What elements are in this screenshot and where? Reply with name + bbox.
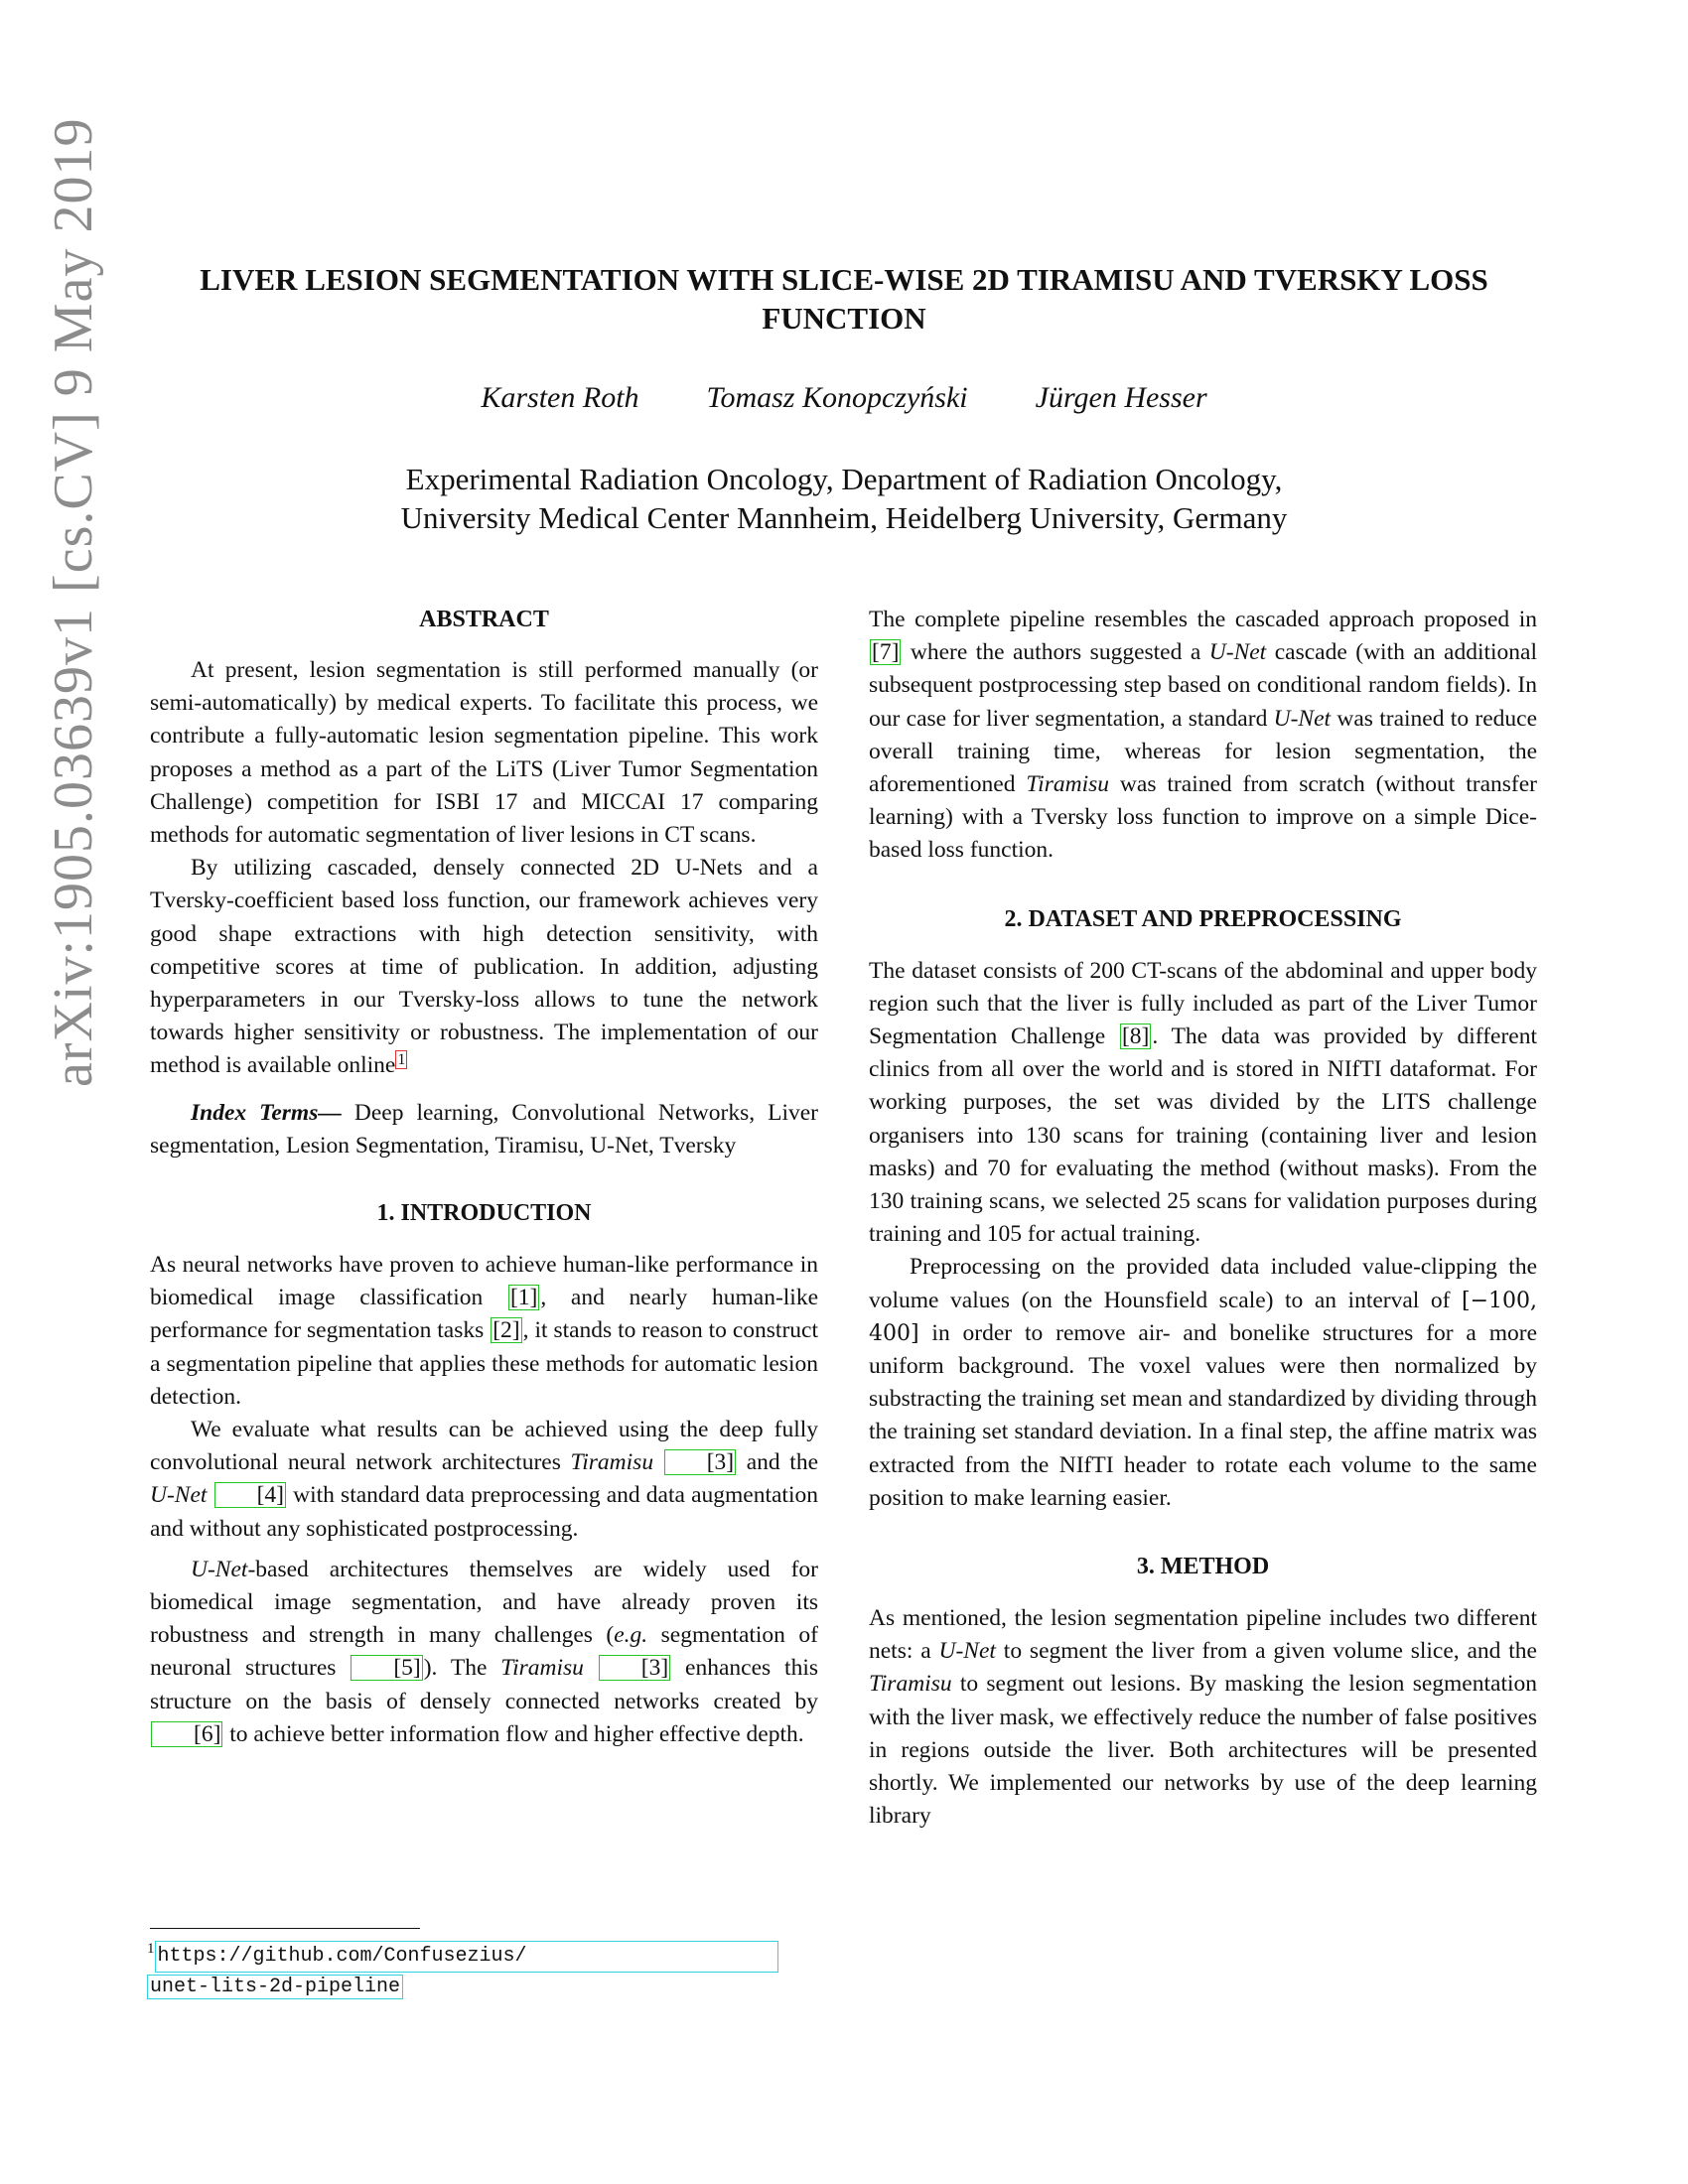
arxiv-identifier-stamp: arXiv:1905.03639v1 [cs.CV] 9 May 2019 — [43, 117, 104, 1087]
abstract-heading: ABSTRACT — [419, 607, 549, 632]
author-list — [119, 381, 1569, 415]
body-paragraph: U-Net-based architectures themselves are widely used for biomedical image segmentation, and have already proven its robustness and strength in many challenges (e.g. segmentation of neuronal structures [5] ). The Tiramisu [3] enhances this structure on the basis of densely connected networks created by [6] to achieve better information flow and higher effective depth. — [150, 1556, 818, 1747]
body-paragraph: The dataset consists of 200 CT-scans of the abdominal and upper body region such that the liver is fully included as part of the Liver Tumor Segmentation Challenge [8] . The data was provided by different clinics from all over the world and is stored in NIfTI dataformat. For working purposes, the set was divided by the LITS challenge organisers into 130 scans for training (containing liver and lesion masks) and 70 for evaluating the method (without masks). From the 130 training scans, we selected 25 scans for validation purposes during training and 105 for actual training. — [869, 957, 1537, 1248]
citation-link[interactable]: [1] — [509, 1285, 538, 1311]
footnote-url-link[interactable]: https://github.com/Confusezius/ — [155, 1941, 778, 1973]
body-paragraph: As mentioned, the lesion segmentation pipeline includes two different nets: a U-Net to segment the liver from a given volume slice, and the Tiramisu to segment out lesions. By masking the lesion segmentation with the liver mask, we effectively reduce the number of false positives in regions outside the liver. Both architectures will be presented shortly. We implemented our networks by use of the deep learning library — [869, 1605, 1537, 1830]
section-heading-dataset: 2. DATASET AND PREPROCESSING — [1004, 905, 1402, 932]
body-paragraph: The complete pipeline resembles the cascaded approach proposed in [7] where the authors suggested a U-Net cascade (with an additional subsequent postprocessing step based on conditional random fields). In our case for liver segmentation, a standard U-Net was trained to reduce overall training time, whereas for lesion segmentation, the aforementioned Tiramisu was trained from scratch (without transfer learning) with a Tversky loss function to improve on a simple Dice-based loss function. — [869, 607, 1537, 864]
right-column — [869, 604, 1537, 1834]
affiliation — [119, 460, 1569, 537]
citation-link[interactable]: [6] — [151, 1721, 222, 1747]
interval-math: [−100, 400] — [869, 1288, 1537, 1346]
author-name: Tomasz Konopczyński — [706, 381, 968, 414]
index-terms: Index Terms— Deep learning, Convolutional Networks, Liver segmentation, Lesion Segmentation, Tiramisu, U-Net, Tversky — [150, 1099, 818, 1159]
footnote-link[interactable]: 1 — [397, 1050, 406, 1068]
footnote-url-link[interactable]: unet-lits-2d-pipeline — [147, 1975, 403, 1999]
affiliation-line: University Medical Center Mannheim, Heidelberg University, Germany — [400, 500, 1288, 535]
body-paragraph: As neural networks have proven to achieve human-like performance in biomedical image classification [1] , and nearly human-like performance for segmentation tasks [2] , it stands to reason to construct a segmentation pipeline that applies these methods for automatic lesion detection. — [150, 1252, 819, 1410]
author-name: Karsten Roth — [481, 381, 639, 414]
citation-link[interactable]: [8] — [1121, 1024, 1150, 1050]
left-column — [150, 604, 818, 1751]
abstract-paragraph: By utilizing cascaded, densely connected 2D U-Nets and a Tversky-coefficient based loss function, our framework achieves very good shape extractions with high detection sensitivity, with competitive scores at time of publication. In addition, adjusting hyperparameters in our Tversky-loss allows to tune the network towards higher sensitivity or robustness. The implementation of our method is available online $^1$ — [150, 855, 818, 1079]
citation-link[interactable]: [3] — [599, 1655, 670, 1681]
abstract-paragraph: At present, lesion segmentation is still performed manually (or semi-automatically) by medical experts. To facilitate this process, we contribute a fully-automatic lesion segmentation pipeline. This work proposes a method as a part of the LiTS (Liver Tumor Segmentation Challenge) competition for ISBI 17 and MICCAI 17 comparing methods for automatic segmentation of liver lesions in CT scans. — [150, 657, 818, 849]
footnote — [147, 1934, 822, 2002]
section-heading-method: 3. METHOD — [1136, 1554, 1270, 1580]
affiliation-line: Experimental Radiation Oncology, Department of Radiation Oncology, — [405, 462, 1283, 496]
citation-link[interactable]: [2] — [492, 1317, 520, 1344]
body-paragraph: Preprocessing on the provided data included value-clipping the volume values (on the Hounsfield scale) to an interval of [−100, 400] in order to remove air- and bonelike structures for a more uniform background. The voxel values were then normalized by substracting the training set mean and standardized by dividing through the training set standard deviation. In a final step, the affine matrix was extracted from the NIfTI header to rotate each volume to the same position to make learning easier. — [869, 1254, 1537, 1511]
paper-title: LIVER LESION SEGMENTATION WITH SLICE-WISE 2D TIRAMISU AND TVERSKY LOSS FUNCTION — [200, 262, 1488, 336]
author-name: Jürgen Hesser — [1035, 381, 1207, 414]
citation-link[interactable]: [5] — [351, 1655, 422, 1681]
citation-link[interactable]: [4] — [214, 1482, 286, 1508]
body-paragraph: We evaluate what results can be achieved using the deep fully convolutional neural network architectures Tiramisu [3] and the U-Net [4] with standard data preprocessing and data augmentation and without any sophisticated postprocessing. — [150, 1417, 818, 1542]
index-terms-label: Index Terms— — [191, 1099, 342, 1126]
citation-link[interactable]: [3] — [664, 1449, 736, 1475]
citation-link[interactable]: [7] — [872, 639, 900, 666]
footnote-mark: 1 — [147, 1941, 155, 1957]
section-heading-introduction: 1. INTRODUCTION — [376, 1200, 592, 1227]
footnote-divider — [150, 1928, 420, 1929]
